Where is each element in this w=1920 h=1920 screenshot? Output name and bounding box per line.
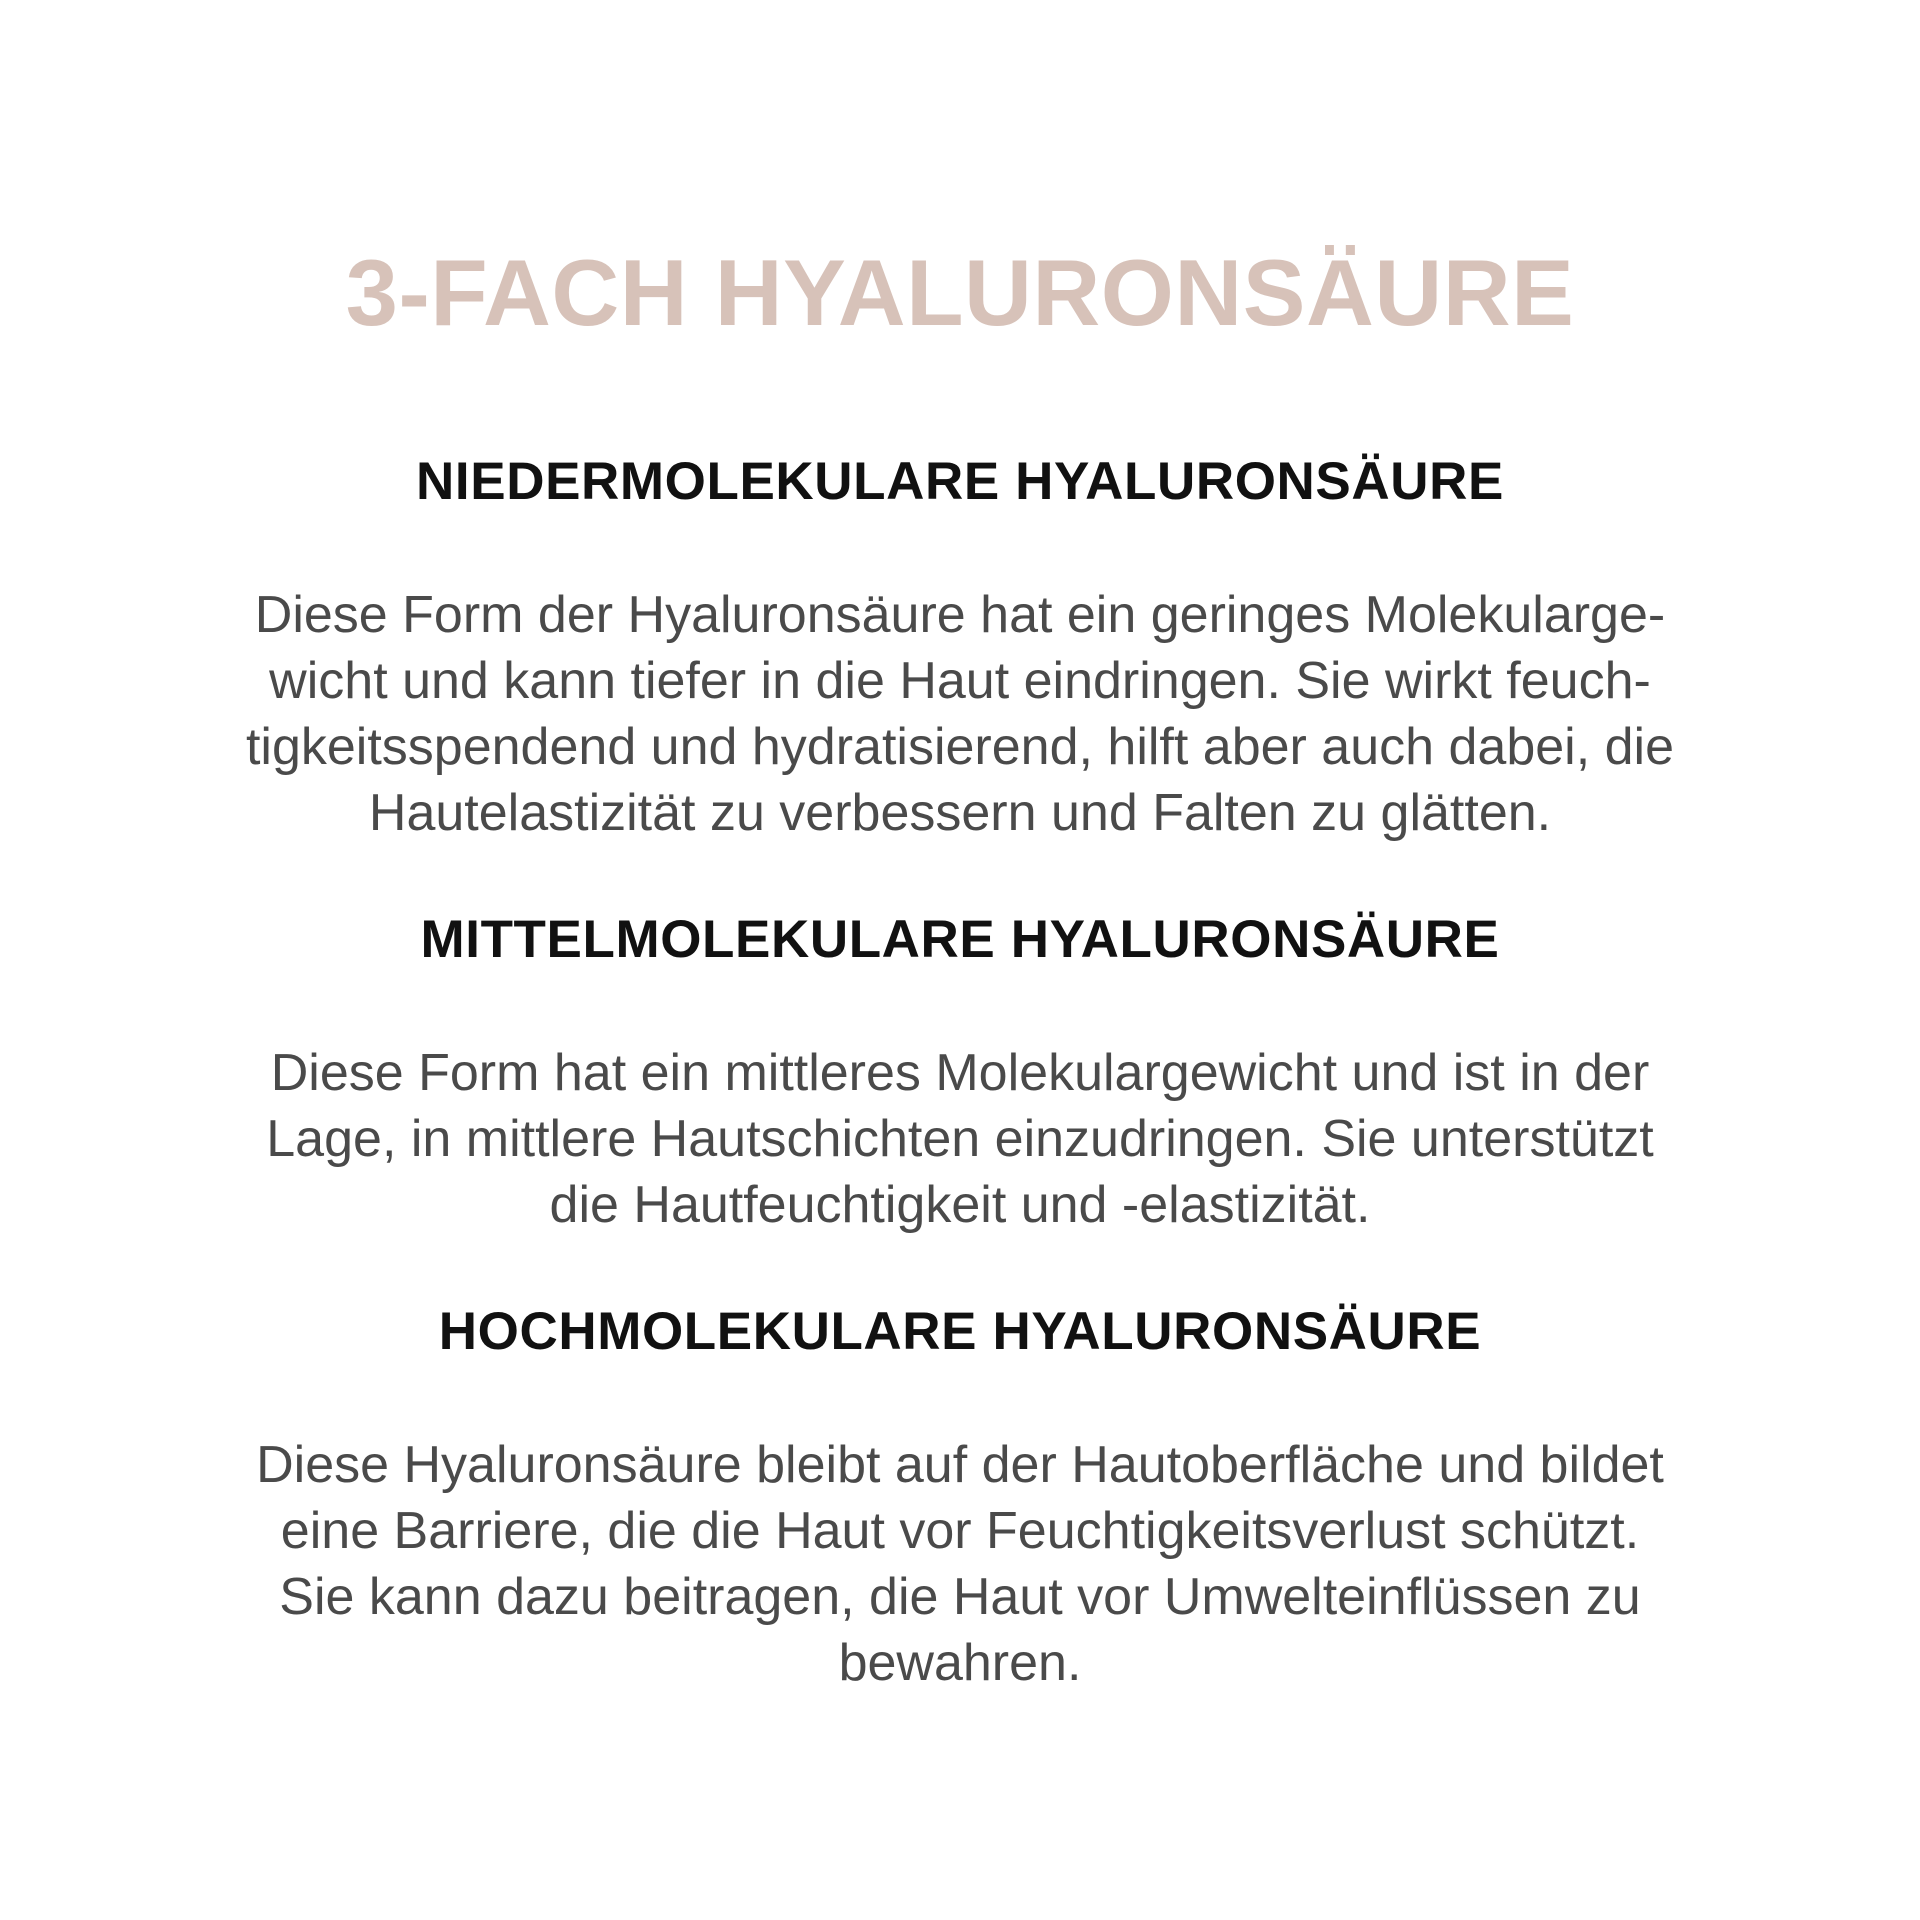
text-line: Diese Form hat ein mittleres Molekulargewicht und ist in der	[270, 1044, 1650, 1102]
text-line: Lage, in mittlere Hautschichten einzudringen. Sie unterstützt	[266, 1110, 1654, 1168]
text-line: die Hautfeuchtigkeit und -elastizität.	[549, 1176, 1371, 1234]
section-text-medium-molecular	[0, 1040, 1920, 1238]
page-title: 3-FACH HYALURONSÄURE	[345, 240, 1575, 345]
text-line: Sie kann dazu beitragen, die Haut vor Umwelteinflüssen zu	[279, 1568, 1641, 1626]
text-line: eine Barriere, die die Haut vor Feuchtigkeitsverlust schützt.	[280, 1502, 1640, 1560]
text-line: Hautelastizität zu verbessern und Falten zu glätten.	[368, 784, 1552, 842]
section-heading-medium-molecular: MITTELMOLEKULARE HYALURONSÄURE	[420, 910, 1500, 969]
text-line: wicht und kann tiefer in die Haut eindringen. Sie wirkt feuch-	[269, 652, 1651, 710]
section-heading-low-molecular: NIEDERMOLEKULARE HYALURONSÄURE	[416, 452, 1504, 511]
text-line: Diese Hyaluronsäure bleibt auf der Hautoberfläche und bildet	[256, 1436, 1664, 1494]
text-line: Diese Form der Hyaluronsäure hat ein geringes Molekularge-	[254, 586, 1666, 644]
text-line: tigkeitsspendend und hydratisierend, hilft aber auch dabei, die	[245, 718, 1675, 776]
section-heading-high-molecular: HOCHMOLEKULARE HYALURONSÄURE	[438, 1302, 1482, 1361]
text-line: bewahren.	[838, 1634, 1082, 1692]
section-text-high-molecular	[0, 1432, 1920, 1696]
section-text-low-molecular	[0, 582, 1920, 846]
